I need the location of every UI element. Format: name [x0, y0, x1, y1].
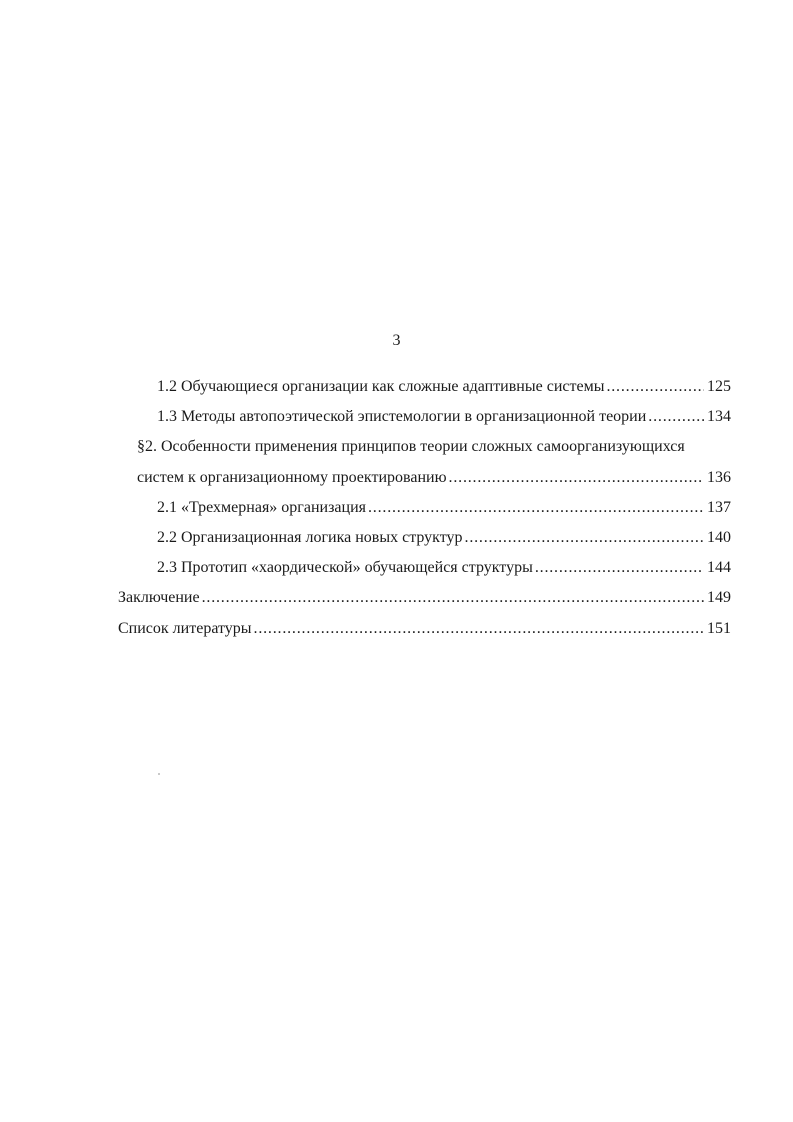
toc-leader-dots: [648, 406, 704, 428]
toc-entry-page: 136: [707, 469, 731, 486]
toc-entry-title: 2.1 «Трехмерная» организация: [157, 499, 366, 516]
toc-entry-title: Список литературы: [118, 620, 252, 637]
toc-entry-page: 134: [707, 408, 731, 425]
toc-leader-dots: [535, 557, 704, 579]
toc-entry-page: 149: [707, 589, 731, 606]
toc-entry-title: 1.2 Обучающиеся организации как сложные адаптивные системы: [157, 378, 605, 395]
toc-entry-2-1[interactable]: [157, 497, 731, 519]
toc-entry-title-line2: систем к организационному проектированию: [137, 469, 447, 486]
toc-entry-page: 151: [707, 620, 731, 637]
toc-leader-dots: [606, 376, 704, 398]
toc-entry-page: 137: [707, 499, 731, 516]
toc-entry-page: 125: [707, 378, 731, 395]
toc-entry-1-2[interactable]: [157, 376, 731, 398]
toc-entry-title: 1.3 Методы автопоэтической эпистемологии в организационной теории: [157, 408, 647, 425]
toc-entry-page: 144: [707, 559, 731, 576]
toc-entry-2-3[interactable]: [157, 557, 731, 579]
page-number: 3: [392, 332, 401, 349]
toc-entry-2-2[interactable]: [157, 527, 731, 549]
toc-leader-dots: [368, 497, 704, 519]
scan-speck: [158, 773, 160, 775]
toc-leader-dots: [254, 618, 704, 640]
toc-entry-page: 140: [707, 529, 731, 546]
toc-entry-bibliography[interactable]: [118, 618, 731, 640]
toc-entry-section-2-line1[interactable]: [137, 436, 731, 458]
toc-entry-title: Заключение: [118, 589, 200, 606]
toc-entry-title-line1: §2. Особенности применения принципов теории сложных самоорганизующихся: [137, 438, 685, 455]
toc-leader-dots: [202, 587, 704, 609]
toc-entry-title: 2.3 Прототип «хаордической» обучающейся структуры: [157, 559, 533, 576]
toc-entry-1-3[interactable]: [157, 406, 731, 428]
toc-entry-section-2[interactable]: [137, 467, 731, 489]
toc-entry-title: 2.2 Организационная логика новых структур: [157, 529, 463, 546]
toc-entry-conclusion[interactable]: [118, 587, 731, 609]
toc-leader-dots: [449, 467, 704, 489]
toc-leader-dots: [465, 527, 704, 549]
